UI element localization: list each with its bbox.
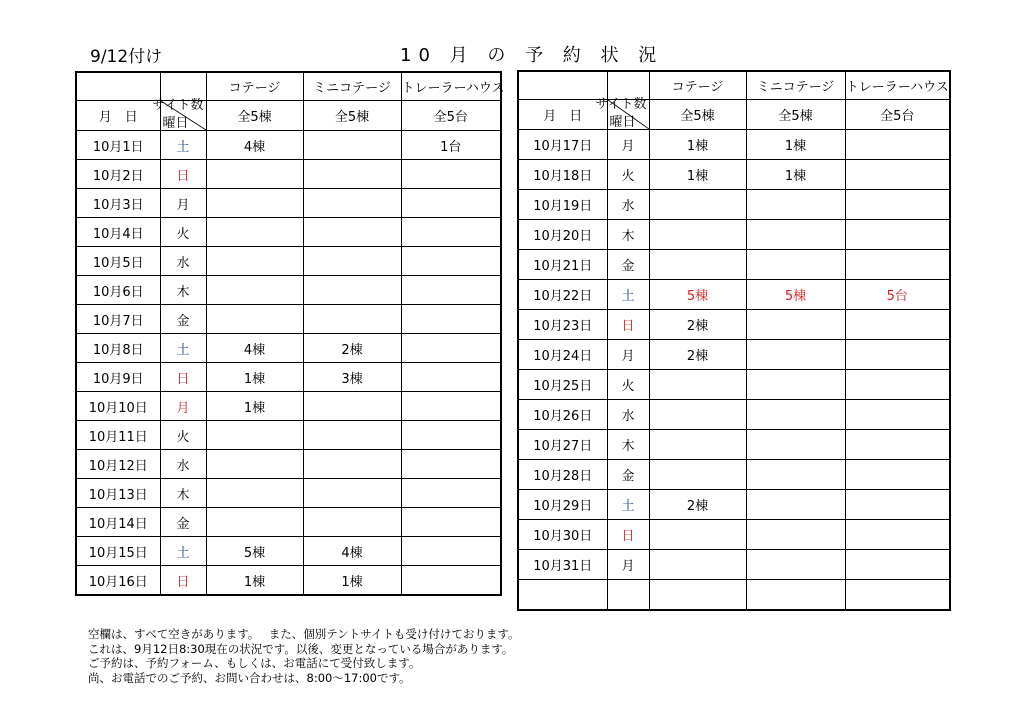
table-row xyxy=(76,218,501,247)
cottage-cell: 4棟 xyxy=(206,334,303,363)
weekday-cell: 月 xyxy=(607,340,649,370)
weekday-cell: 火 xyxy=(607,370,649,400)
mini-cottage-cell: 3棟 xyxy=(303,363,401,392)
mini-cottage-cell xyxy=(303,421,401,450)
weekday-cell: 水 xyxy=(160,450,206,479)
mini-cottage-cell xyxy=(303,276,401,305)
weekday-cell: 火 xyxy=(160,421,206,450)
date-cell: 10月17日 xyxy=(518,130,607,160)
weekday-cell: 金 xyxy=(607,250,649,280)
table-row xyxy=(518,190,950,220)
header-blank-day xyxy=(607,71,649,100)
weekday-cell: 木 xyxy=(160,276,206,305)
table-row xyxy=(76,537,501,566)
table-row xyxy=(518,550,950,580)
cottage-cell xyxy=(206,218,303,247)
cottage-cell: 5棟 xyxy=(649,280,746,310)
trailer-cell xyxy=(845,490,950,520)
cottage-cell: 2棟 xyxy=(649,310,746,340)
cottage-cell: 1棟 xyxy=(206,566,303,596)
header-weekday: 曜日 xyxy=(162,116,189,131)
table-row xyxy=(76,160,501,189)
weekday-cell: 水 xyxy=(607,400,649,430)
weekday-cell: 日 xyxy=(607,520,649,550)
trailer-cell xyxy=(845,130,950,160)
mini-cottage-cell xyxy=(303,305,401,334)
table-row xyxy=(76,566,501,596)
date-cell: 10月19日 xyxy=(518,190,607,220)
cottage-cell: 4棟 xyxy=(206,131,303,160)
header-weekday: 曜日 xyxy=(609,115,636,130)
table-row xyxy=(76,479,501,508)
weekday-cell: 水 xyxy=(160,247,206,276)
date-cell: 10月27日 xyxy=(518,430,607,460)
header-row-categories xyxy=(76,72,501,101)
date-cell: 10月31日 xyxy=(518,550,607,580)
trailer-cell xyxy=(401,276,501,305)
header-cottage: コテージ xyxy=(206,72,303,101)
weekday-cell: 木 xyxy=(607,220,649,250)
date-cell: 10月15日 xyxy=(76,537,160,566)
mini-cottage-cell xyxy=(746,190,845,220)
date-cell: 10月13日 xyxy=(76,479,160,508)
trailer-cell xyxy=(401,479,501,508)
cottage-cell xyxy=(649,520,746,550)
trailer-cell xyxy=(845,550,950,580)
trailer-cell xyxy=(401,247,501,276)
date-cell: 10月5日 xyxy=(76,247,160,276)
trailer-cell xyxy=(401,160,501,189)
reservation-table-left xyxy=(75,71,505,596)
mini-cottage-cell: 1棟 xyxy=(746,160,845,190)
cottage-cell: 1棟 xyxy=(649,160,746,190)
date-cell: 10月2日 xyxy=(76,160,160,189)
weekday-cell: 木 xyxy=(160,479,206,508)
table-row xyxy=(76,276,501,305)
mini-cottage-cell xyxy=(746,490,845,520)
note-line: 尚、お電話でのご予約、お問い合わせは、8:00～17:00です。 xyxy=(88,670,411,685)
weekday-cell: 土 xyxy=(160,537,206,566)
date-cell: 10月21日 xyxy=(518,250,607,280)
mini-cottage-cell xyxy=(746,340,845,370)
weekday-cell: 日 xyxy=(160,363,206,392)
date-cell: 10月14日 xyxy=(76,508,160,537)
cottage-cell: 1棟 xyxy=(206,363,303,392)
date-cell: 10月12日 xyxy=(76,450,160,479)
header-trailer-total: 全5台 xyxy=(845,100,950,130)
trailer-cell xyxy=(401,421,501,450)
header-date: 月 日 xyxy=(518,100,607,130)
trailer-cell xyxy=(845,460,950,490)
header-trailer-house: トレーラーハウス xyxy=(401,72,501,101)
document-date-label: 9/12付け xyxy=(90,47,163,67)
table-row xyxy=(76,247,501,276)
weekday-cell: 日 xyxy=(160,566,206,596)
mini-cottage-cell: 5棟 xyxy=(746,280,845,310)
trailer-cell xyxy=(845,370,950,400)
table-row xyxy=(76,450,501,479)
table-row xyxy=(518,430,950,460)
date-cell: 10月9日 xyxy=(76,363,160,392)
cottage-cell: 2棟 xyxy=(649,340,746,370)
weekday-cell: 月 xyxy=(607,550,649,580)
trailer-cell xyxy=(845,400,950,430)
mini-cottage-cell xyxy=(746,310,845,340)
cottage-cell xyxy=(649,460,746,490)
header-cottage: コテージ xyxy=(649,71,746,100)
table-row xyxy=(76,392,501,421)
table-row xyxy=(518,220,950,250)
mini-cottage-cell xyxy=(303,508,401,537)
date-cell: 10月10日 xyxy=(76,392,160,421)
weekday-cell: 金 xyxy=(160,508,206,537)
cottage-cell xyxy=(649,250,746,280)
header-blank-date xyxy=(76,72,160,101)
table-row xyxy=(518,160,950,190)
cottage-cell xyxy=(206,508,303,537)
mini-cottage-cell: 1棟 xyxy=(746,130,845,160)
mini-cottage-cell xyxy=(303,189,401,218)
trailer-cell: 5台 xyxy=(845,280,950,310)
cottage-cell xyxy=(649,190,746,220)
table-row xyxy=(76,189,501,218)
table-row xyxy=(76,334,501,363)
mini-cottage-cell xyxy=(303,450,401,479)
table-row xyxy=(518,400,950,430)
weekday-cell: 火 xyxy=(607,160,649,190)
header-site-weekday-cell xyxy=(595,97,649,130)
date-cell: 10月25日 xyxy=(518,370,607,400)
mini-cottage-cell xyxy=(746,250,845,280)
table-row xyxy=(518,520,950,550)
cottage-cell xyxy=(206,189,303,218)
date-cell xyxy=(518,580,607,611)
weekday-cell: 日 xyxy=(607,310,649,340)
date-cell: 10月30日 xyxy=(518,520,607,550)
trailer-cell xyxy=(401,566,501,596)
cottage-cell xyxy=(649,370,746,400)
mini-cottage-cell xyxy=(746,220,845,250)
mini-cottage-cell xyxy=(303,479,401,508)
header-blank-day xyxy=(160,72,206,101)
mini-cottage-cell: 4棟 xyxy=(303,537,401,566)
header-site-weekday-cell xyxy=(152,98,206,131)
cottage-cell xyxy=(649,580,746,611)
cottage-cell xyxy=(206,276,303,305)
header-cottage-total: 全5棟 xyxy=(206,101,303,131)
note-line: ご予約は、予約フォーム、もしくは、お電話にて受付致します。 xyxy=(88,656,421,670)
table-row xyxy=(76,131,501,160)
table-row xyxy=(518,340,950,370)
trailer-cell xyxy=(845,580,950,611)
date-cell: 10月7日 xyxy=(76,305,160,334)
date-cell: 10月3日 xyxy=(76,189,160,218)
weekday-cell xyxy=(607,580,649,611)
header-trailer-total: 全5台 xyxy=(401,101,501,131)
cottage-cell: 1棟 xyxy=(649,130,746,160)
trailer-cell xyxy=(401,218,501,247)
date-cell: 10月20日 xyxy=(518,220,607,250)
header-mini-cottage: ミニコテージ xyxy=(746,71,845,100)
date-cell: 10月11日 xyxy=(76,421,160,450)
date-cell: 10月23日 xyxy=(518,310,607,340)
header-trailer-house: トレーラーハウス xyxy=(845,71,950,100)
weekday-cell: 土 xyxy=(607,280,649,310)
header-mini-total: 全5棟 xyxy=(303,101,401,131)
table-row xyxy=(76,305,501,334)
right-table-body xyxy=(518,130,950,611)
mini-cottage-cell xyxy=(303,247,401,276)
cottage-cell xyxy=(649,400,746,430)
trailer-cell xyxy=(845,250,950,280)
date-cell: 10月18日 xyxy=(518,160,607,190)
trailer-cell xyxy=(845,190,950,220)
mini-cottage-cell: 1棟 xyxy=(303,566,401,596)
trailer-cell xyxy=(401,334,501,363)
cottage-cell xyxy=(206,305,303,334)
mini-cottage-cell xyxy=(303,131,401,160)
weekday-cell: 土 xyxy=(160,131,206,160)
date-cell: 10月1日 xyxy=(76,131,160,160)
trailer-cell xyxy=(845,160,950,190)
trailer-cell xyxy=(401,189,501,218)
date-cell: 10月4日 xyxy=(76,218,160,247)
cottage-cell: 2棟 xyxy=(649,490,746,520)
trailer-cell: 1台 xyxy=(401,131,501,160)
mini-cottage-cell xyxy=(746,370,845,400)
mini-cottage-cell xyxy=(303,218,401,247)
note-line: 空欄は、すべて空きがあります。 また、個別テントサイトも受け付けております。 xyxy=(88,627,520,641)
mini-cottage-cell: 2棟 xyxy=(303,334,401,363)
trailer-cell xyxy=(845,520,950,550)
mini-cottage-cell xyxy=(746,460,845,490)
header-site-count: サイト数 xyxy=(595,97,647,112)
trailer-cell xyxy=(401,508,501,537)
table-row xyxy=(518,370,950,400)
cottage-cell xyxy=(206,247,303,276)
trailer-cell xyxy=(845,430,950,460)
date-cell: 10月28日 xyxy=(518,460,607,490)
cottage-cell: 1棟 xyxy=(206,392,303,421)
cottage-cell: 5棟 xyxy=(206,537,303,566)
weekday-cell: 月 xyxy=(160,392,206,421)
weekday-cell: 土 xyxy=(160,334,206,363)
trailer-cell xyxy=(401,537,501,566)
weekday-cell: 土 xyxy=(607,490,649,520)
cottage-cell xyxy=(206,450,303,479)
reservation-table-right xyxy=(517,70,951,611)
weekday-cell: 月 xyxy=(160,189,206,218)
notes-section xyxy=(88,627,519,685)
cottage-cell xyxy=(206,421,303,450)
weekday-cell: 水 xyxy=(607,190,649,220)
table-row xyxy=(76,363,501,392)
date-cell: 10月8日 xyxy=(76,334,160,363)
header-row-totals xyxy=(76,101,501,131)
cottage-cell xyxy=(649,430,746,460)
date-cell: 10月22日 xyxy=(518,280,607,310)
table-row xyxy=(518,250,950,280)
date-cell: 10月16日 xyxy=(76,566,160,596)
date-cell: 10月24日 xyxy=(518,340,607,370)
date-cell: 10月29日 xyxy=(518,490,607,520)
header-blank-date xyxy=(518,71,607,100)
table-row xyxy=(518,490,950,520)
mini-cottage-cell xyxy=(746,580,845,611)
table-row xyxy=(518,130,950,160)
mini-cottage-cell xyxy=(303,160,401,189)
table-row xyxy=(76,421,501,450)
note-line: これは、9月12日8:30現在の状況です。以後、変更となっている場合があります。 xyxy=(88,641,514,656)
weekday-cell: 月 xyxy=(607,130,649,160)
mini-cottage-cell xyxy=(746,550,845,580)
date-cell: 10月26日 xyxy=(518,400,607,430)
cottage-cell xyxy=(649,220,746,250)
cottage-cell xyxy=(206,160,303,189)
trailer-cell xyxy=(845,220,950,250)
trailer-cell xyxy=(401,305,501,334)
page-title: 10 月 の 予 約 状 況 xyxy=(400,45,664,66)
table-row xyxy=(518,460,950,490)
mini-cottage-cell xyxy=(746,430,845,460)
mini-cottage-cell xyxy=(746,400,845,430)
mini-cottage-cell xyxy=(746,520,845,550)
header-row-totals xyxy=(518,100,950,130)
weekday-cell: 金 xyxy=(607,460,649,490)
weekday-cell: 日 xyxy=(160,160,206,189)
weekday-cell: 木 xyxy=(607,430,649,460)
header-cottage-total: 全5棟 xyxy=(649,100,746,130)
weekday-cell: 金 xyxy=(160,305,206,334)
header-mini-cottage: ミニコテージ xyxy=(303,72,401,101)
table-row xyxy=(518,310,950,340)
trailer-cell xyxy=(845,310,950,340)
table-row xyxy=(518,280,950,310)
table-row xyxy=(518,580,950,611)
date-cell: 10月6日 xyxy=(76,276,160,305)
trailer-cell xyxy=(845,340,950,370)
table-row xyxy=(76,508,501,537)
weekday-cell: 火 xyxy=(160,218,206,247)
header-date: 月 日 xyxy=(76,101,160,131)
header-site-count: サイト数 xyxy=(152,98,204,113)
trailer-cell xyxy=(401,392,501,421)
header-mini-total: 全5棟 xyxy=(746,100,845,130)
trailer-cell xyxy=(401,450,501,479)
header-row-categories xyxy=(518,71,950,100)
left-table-body xyxy=(76,131,501,596)
cottage-cell xyxy=(649,550,746,580)
trailer-cell xyxy=(401,363,501,392)
cottage-cell xyxy=(206,479,303,508)
mini-cottage-cell xyxy=(303,392,401,421)
